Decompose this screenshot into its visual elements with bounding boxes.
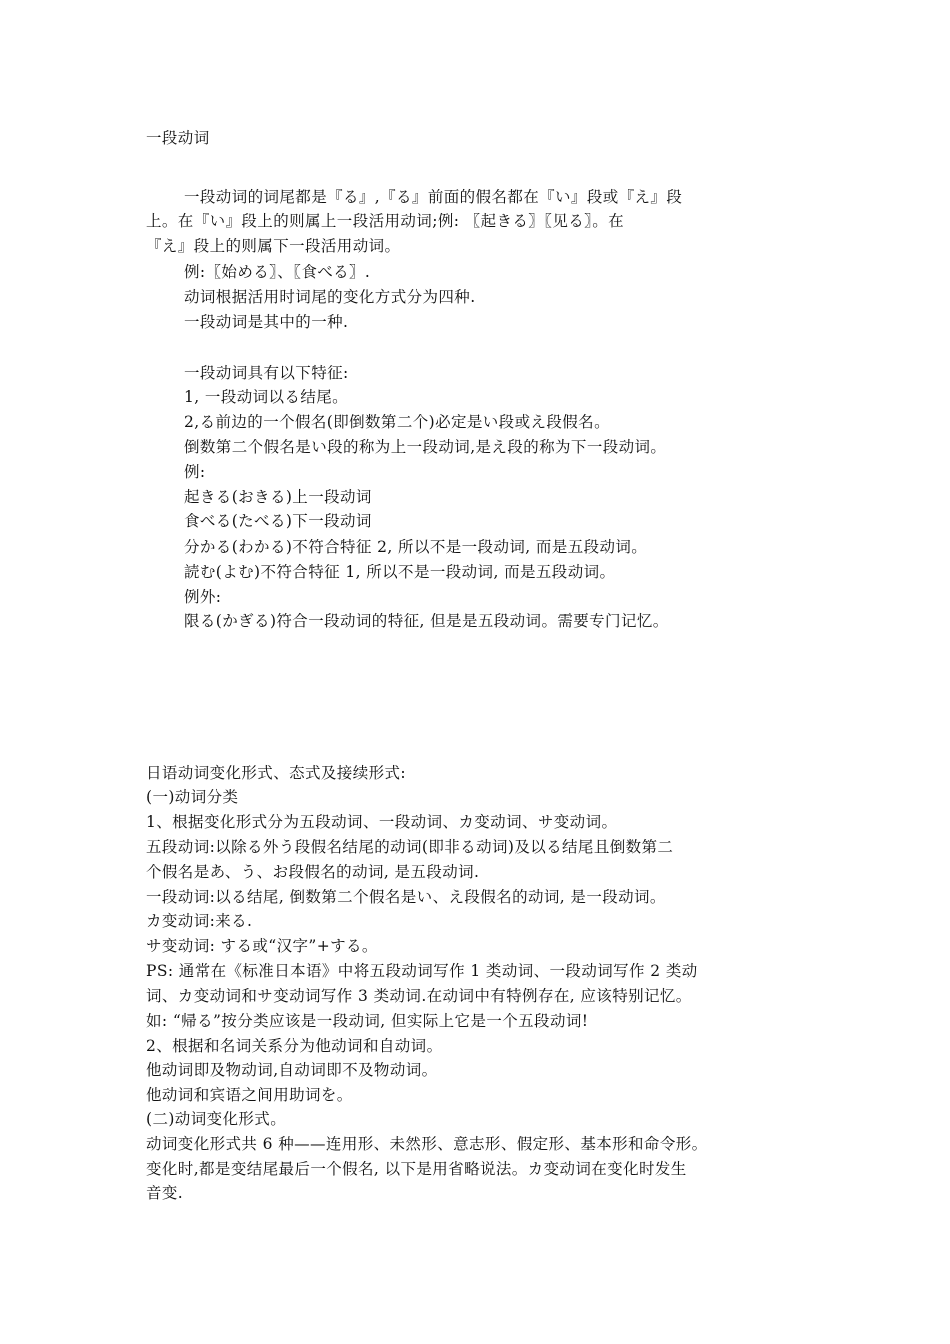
- text-line: 1、根据变化形式分为五段动词、一段动词、カ变动词、サ变动词。: [146, 813, 618, 831]
- text-line: 例:〖始める〗、〖食べる〗.: [184, 263, 371, 281]
- text-line: 読む(よむ)不符合特征 1, 所以不是一段动词, 而是五段动词。: [184, 563, 616, 581]
- text-line: 例外:: [184, 588, 222, 606]
- text-line: 个假名是あ、う、お段假名的动词, 是五段动词.: [146, 863, 480, 881]
- paragraph-line: 一段动词的词尾都是『る』,『る』前面的假名都在『い』段或『え』段: [184, 188, 683, 206]
- text-line: 变化时,都是变结尾最后一个假名, 以下是用省略说法。カ变动词在变化时发生: [146, 1160, 687, 1178]
- text-line: 日语动词变化形式、态式及接续形式:: [146, 764, 407, 782]
- text-line: PS: 通常在《标准日本语》中将五段动词写作 1 类动词、一段动词写作 2 类动: [146, 962, 698, 980]
- text-line: 例:: [184, 463, 206, 481]
- text-line: 限る(かぎる)符合一段动词的特征, 但是是五段动词。需要专门记忆。: [184, 612, 669, 630]
- text-line: 起きる(おきる)上一段动词: [184, 488, 372, 506]
- text-line: 2、根据和名词关系分为他动词和自动词。: [146, 1037, 443, 1055]
- text-line: 食べる(たべる)下一段动词: [184, 512, 372, 530]
- text-line: 如: “帰る”按分类应该是一段动词, 但实际上它是一个五段动词!: [146, 1012, 589, 1030]
- text-line: サ变动词: する或“汉字”+する。: [146, 937, 378, 955]
- text-line: 他动词和宾语之间用助词を。: [146, 1086, 353, 1104]
- section-title: 一段动词: [146, 129, 210, 147]
- text-line: 动词根据活用时词尾的变化方式分为四种.: [184, 288, 476, 306]
- text-line: (一)动词分类: [146, 788, 239, 806]
- text-line: 动词变化形式共 6 种——连用形、未然形、意志形、假定形、基本形和命令形。: [146, 1135, 708, 1153]
- text-line: 一段动词具有以下特征:: [184, 364, 349, 382]
- text-line: 音变.: [146, 1184, 184, 1202]
- text-line: 五段动词:以除る外う段假名结尾的动词(即非る动词)及以る结尾且倒数第二: [146, 838, 674, 856]
- text-line: 1, 一段动词以る结尾。: [184, 388, 349, 406]
- text-line: (二)动词变化形式。: [146, 1110, 287, 1128]
- text-line: 分かる(わかる)不符合特征 2, 所以不是一段动词, 而是五段动词。: [184, 538, 648, 556]
- text-line: 词、カ变动词和サ变动词写作 3 类动词.在动词中有特例存在, 应该特别记忆。: [146, 987, 692, 1005]
- paragraph-line: 『え』段上的则属下一段活用动词。: [146, 237, 401, 255]
- text-line: 倒数第二个假名是い段的称为上一段动词,是え段的称为下一段动词。: [184, 438, 667, 456]
- text-line: カ变动词:来る.: [146, 912, 253, 930]
- text-line: 一段动词是其中的一种.: [184, 313, 349, 331]
- text-line: 一段动词:以る结尾, 倒数第二个假名是い、え段假名的动词, 是一段动词。: [146, 888, 666, 906]
- text-line: 2,る前边的一个假名(即倒数第二个)必定是い段或え段假名。: [184, 413, 610, 431]
- paragraph-line: 上。在『い』段上的则属上一段活用动词;例: 〖起きる〗〖见る〗。在: [146, 212, 625, 230]
- text-line: 他动词即及物动词,自动词即不及物动词。: [146, 1061, 438, 1079]
